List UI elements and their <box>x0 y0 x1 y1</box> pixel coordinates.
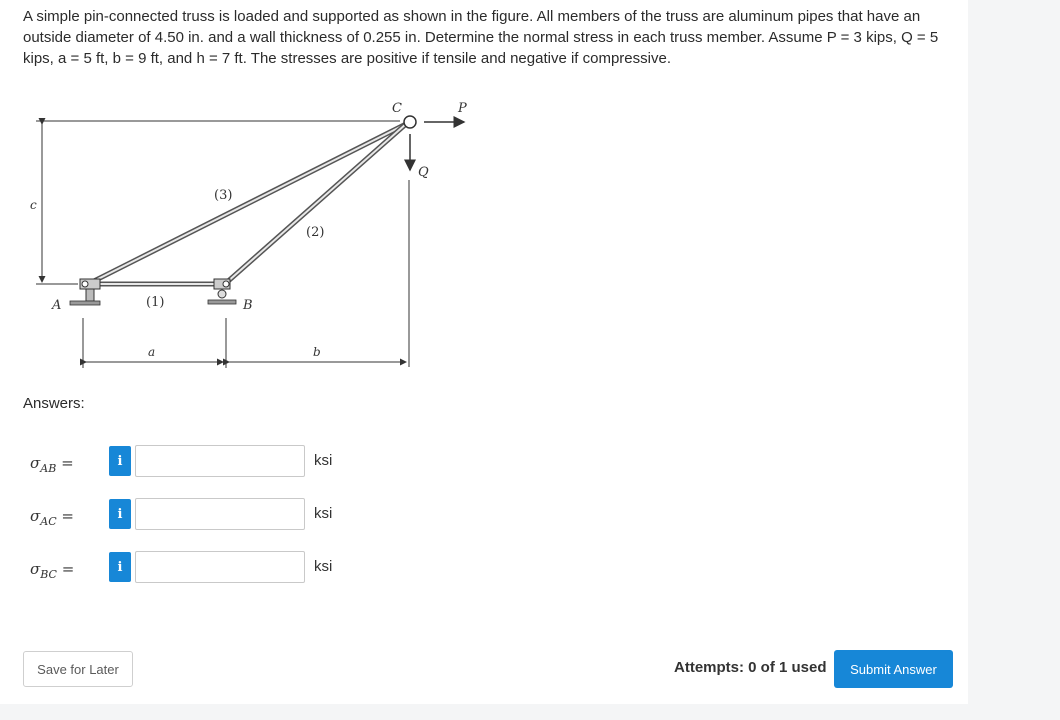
label-dim-a: a <box>148 345 156 359</box>
label-dim-b: b <box>313 345 321 359</box>
page-background-bottom <box>0 704 1060 720</box>
label-load-q: Q <box>418 165 429 180</box>
support-a <box>70 279 100 305</box>
sigma-ab-input[interactable] <box>135 445 305 477</box>
answer-label-ab: $\sigma_{AB}$ = <box>30 454 74 475</box>
label-member-3: (3) <box>214 188 233 203</box>
unit-label-ac: ksi <box>314 505 333 522</box>
answer-label-bc: $\sigma_{BC}$ = <box>30 560 75 581</box>
question-text: A simple pin-connected truss is loaded and supported as shown in the figure. All members of the truss are aluminum pipes that have an outside diameter of 4.50 in. and a wall thickness of 0.255 in. Determine the normal stress in each truss member. Assume P = 3 kips, Q = 5 kips, a = 5 ft, b = 9 ft, and h = 7 ft. The stresses are positive if tensile and negative if compressive. <box>23 8 939 67</box>
label-node-a: A <box>52 298 62 313</box>
answer-row-ab <box>0 445 420 481</box>
info-button-ab[interactable]: i <box>109 446 131 476</box>
label-node-b: B <box>243 298 253 313</box>
joint-c <box>404 116 416 128</box>
label-dim-c: c <box>30 198 37 212</box>
unit-label-ab: ksi <box>314 452 333 469</box>
label-member-2: (2) <box>306 225 325 240</box>
attempts-counter: Attempts: 0 of 1 used <box>674 659 827 676</box>
sigma-ac-input[interactable] <box>135 498 305 530</box>
label-load-p: P <box>458 101 467 116</box>
submit-answer-button[interactable]: Submit Answer <box>834 650 953 688</box>
answer-row-ac <box>0 498 420 534</box>
answer-row-bc <box>0 551 420 587</box>
answer-label-ac: $\sigma_{AC}$ = <box>30 507 74 528</box>
label-node-c: C <box>392 101 402 116</box>
member-3-highlight <box>90 124 406 283</box>
truss-figure <box>0 95 500 385</box>
info-button-bc[interactable]: i <box>109 552 131 582</box>
page-background-right <box>968 0 1060 720</box>
info-button-ac[interactable]: i <box>109 499 131 529</box>
save-for-later-button[interactable]: Save for Later <box>23 651 133 687</box>
label-member-1: (1) <box>146 295 165 310</box>
sigma-bc-input[interactable] <box>135 551 305 583</box>
unit-label-bc: ksi <box>314 558 333 575</box>
answers-heading: Answers: <box>23 395 85 412</box>
